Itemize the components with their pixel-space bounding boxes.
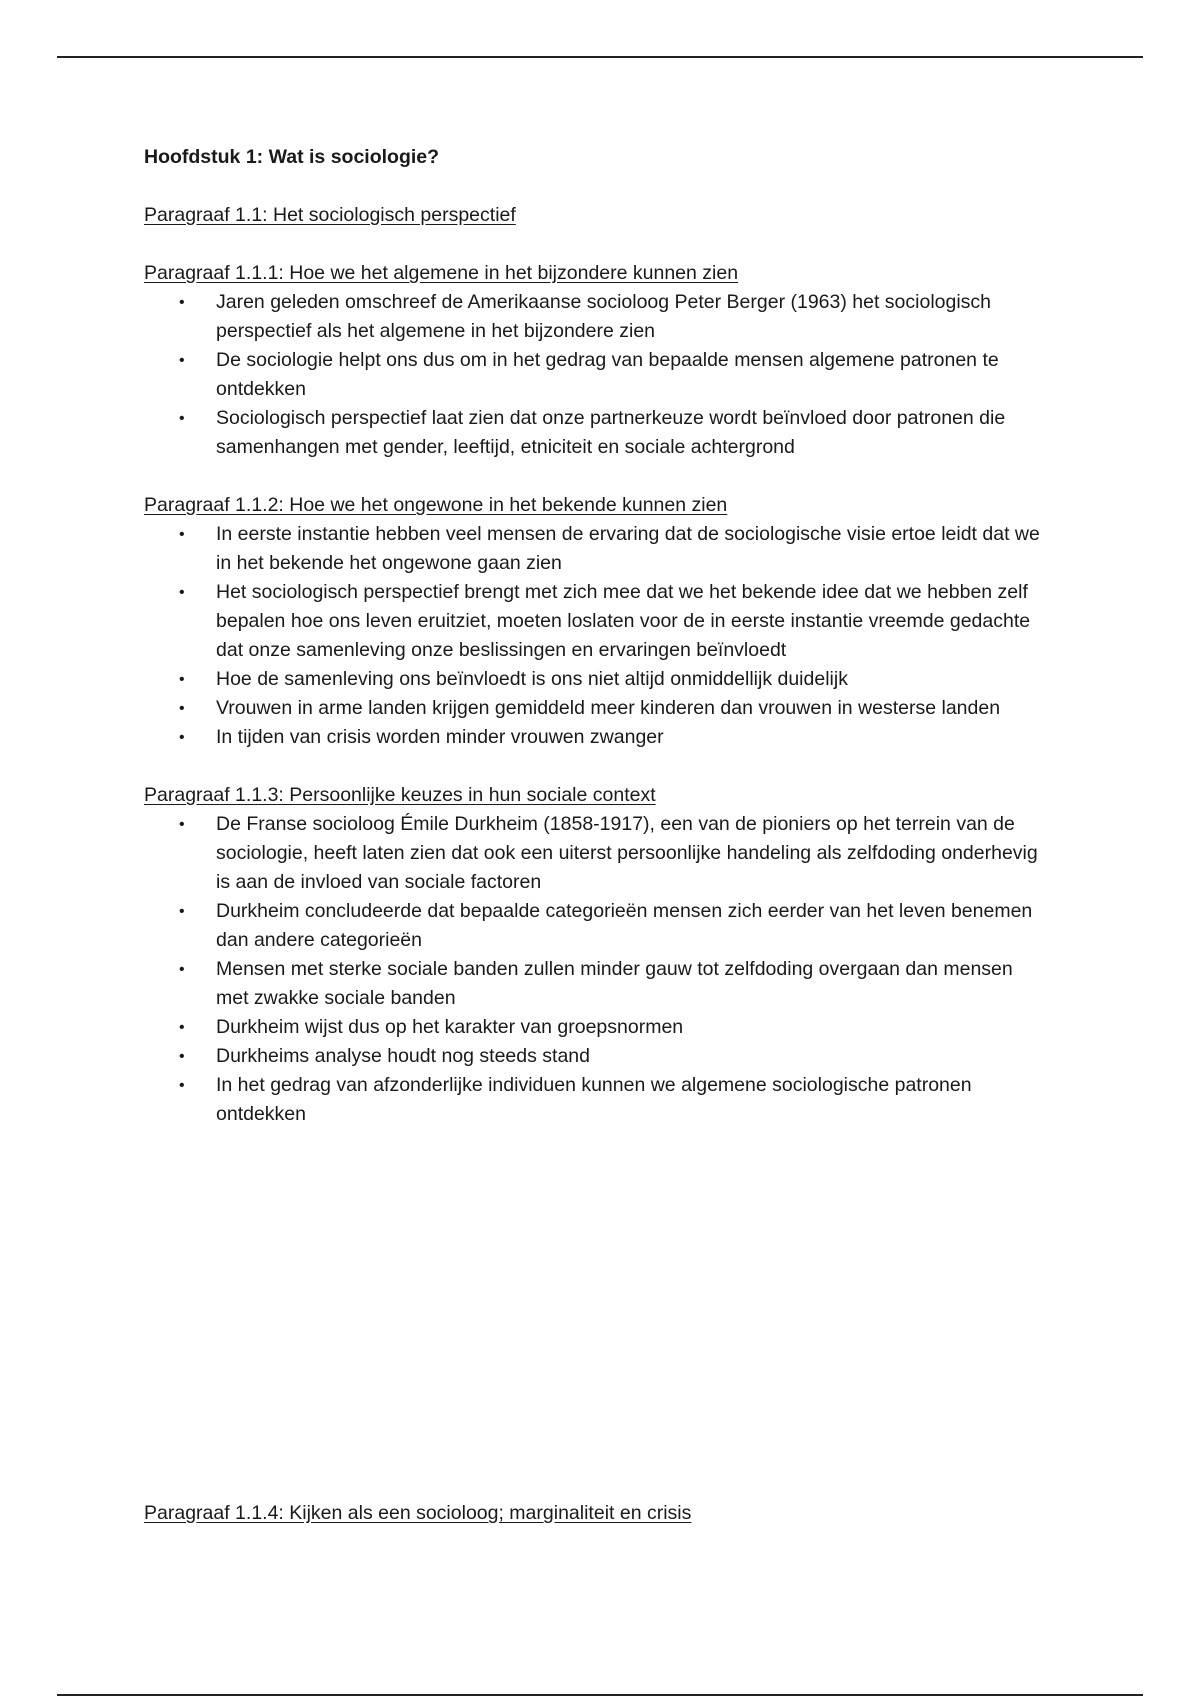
list-item-text: In eerste instantie hebben veel mensen de ervaring dat de sociologische visie ertoe leidt dat we in het bekende het ongewone gaan zien [216, 523, 1040, 574]
list-item [144, 897, 1044, 955]
bullet-icon: • [179, 903, 185, 920]
section-1-1-3-list [144, 810, 1044, 1129]
section-1-1-2-list [144, 520, 1044, 752]
bullet-icon: • [179, 1077, 185, 1094]
list-item [144, 578, 1044, 665]
list-item-text: Durkheim concludeerde dat bepaalde categorieën mensen zich eerder van het leven benemen dan andere categorieën [216, 900, 1033, 951]
footer-rule [57, 1694, 1143, 1696]
list-item [144, 1042, 1044, 1071]
bullet-icon: • [179, 352, 185, 369]
list-item [144, 520, 1044, 578]
list-item [144, 810, 1044, 897]
list-item-text: Sociologisch perspectief laat zien dat onze partnerkeuze wordt beïnvloed door patronen die samenhangen met gender, leeftijd, etniciteit en sociale achtergrond [216, 407, 1006, 458]
list-item-text: Jaren geleden omschreef de Amerikaanse socioloog Peter Berger (1963) het sociologisch perspectief als het algemene in het bijzondere zien [216, 291, 992, 342]
list-item-text: In tijden van crisis worden minder vrouwen zwanger [216, 726, 664, 748]
list-item-text: In het gedrag van afzonderlijke individuen kunnen we algemene sociologische patronen ontdekken [216, 1074, 972, 1125]
section-1-1-2-title: Paragraaf 1.1.2: Hoe we het ongewone in het bekende kunnen zien [144, 494, 728, 516]
bullet-icon: • [179, 294, 185, 311]
list-item [144, 694, 1044, 723]
chapter-title: Hoofdstuk 1: Wat is sociologie? [144, 146, 440, 168]
section-1-1-4-title: Paragraaf 1.1.4: Kijken als een socioloog; marginaliteit en crisis [144, 1502, 692, 1524]
list-item [144, 346, 1044, 404]
bullet-icon: • [179, 671, 185, 688]
list-item [144, 404, 1044, 462]
bullet-icon: • [179, 1048, 185, 1065]
section-1-1-1-list [144, 288, 1044, 462]
bullet-icon: • [179, 410, 185, 427]
bullet-icon: • [179, 816, 185, 833]
bullet-icon: • [179, 700, 185, 717]
bullet-icon: • [179, 729, 185, 746]
list-item-text: Durkheims analyse houdt nog steeds stand [216, 1045, 590, 1067]
bullet-icon: • [179, 584, 185, 601]
section-1-1-title: Paragraaf 1.1: Het sociologisch perspectief [144, 204, 516, 226]
bullet-icon: • [179, 1019, 185, 1036]
document-body [144, 143, 1044, 1528]
header-rule [57, 56, 1143, 58]
section-1-1-3-title: Paragraaf 1.1.3: Persoonlijke keuzes in hun sociale context [144, 784, 656, 806]
list-item-text: De Franse socioloog Émile Durkheim (1858-1917), een van de pioniers op het terrein van de sociologie, heeft laten zien dat ook een uiterst persoonlijke handeling als zelfdoding onderhevig is aan de invloed van sociale factoren [216, 813, 1038, 893]
bullet-icon: • [179, 526, 185, 543]
list-item [144, 955, 1044, 1013]
list-item-text: Hoe de samenleving ons beïnvloedt is ons niet altijd onmiddellijk duidelijk [216, 668, 848, 690]
list-item-text: Het sociologisch perspectief brengt met zich mee dat we het bekende idee dat we hebben zelf bepalen hoe ons leven eruitziet, moeten loslaten voor de in eerste instantie vreemde gedachte dat onze samenleving onze beslissingen en ervaringen beïnvloedt [216, 581, 1031, 661]
section-1-1-1-title: Paragraaf 1.1.1: Hoe we het algemene in het bijzondere kunnen zien [144, 262, 739, 284]
list-item [144, 1071, 1044, 1129]
list-item-text: De sociologie helpt ons dus om in het gedrag van bepaalde mensen algemene patronen te ontdekken [216, 349, 999, 400]
list-item [144, 1013, 1044, 1042]
list-item [144, 665, 1044, 694]
list-item-text: Durkheim wijst dus op het karakter van groepsnormen [216, 1016, 684, 1038]
list-item [144, 288, 1044, 346]
list-item-text: Vrouwen in arme landen krijgen gemiddeld meer kinderen dan vrouwen in westerse landen [216, 697, 1001, 719]
list-item-text: Mensen met sterke sociale banden zullen minder gauw tot zelfdoding overgaan dan mensen met zwakke sociale banden [216, 958, 1013, 1009]
bullet-icon: • [179, 961, 185, 978]
list-item [144, 723, 1044, 752]
